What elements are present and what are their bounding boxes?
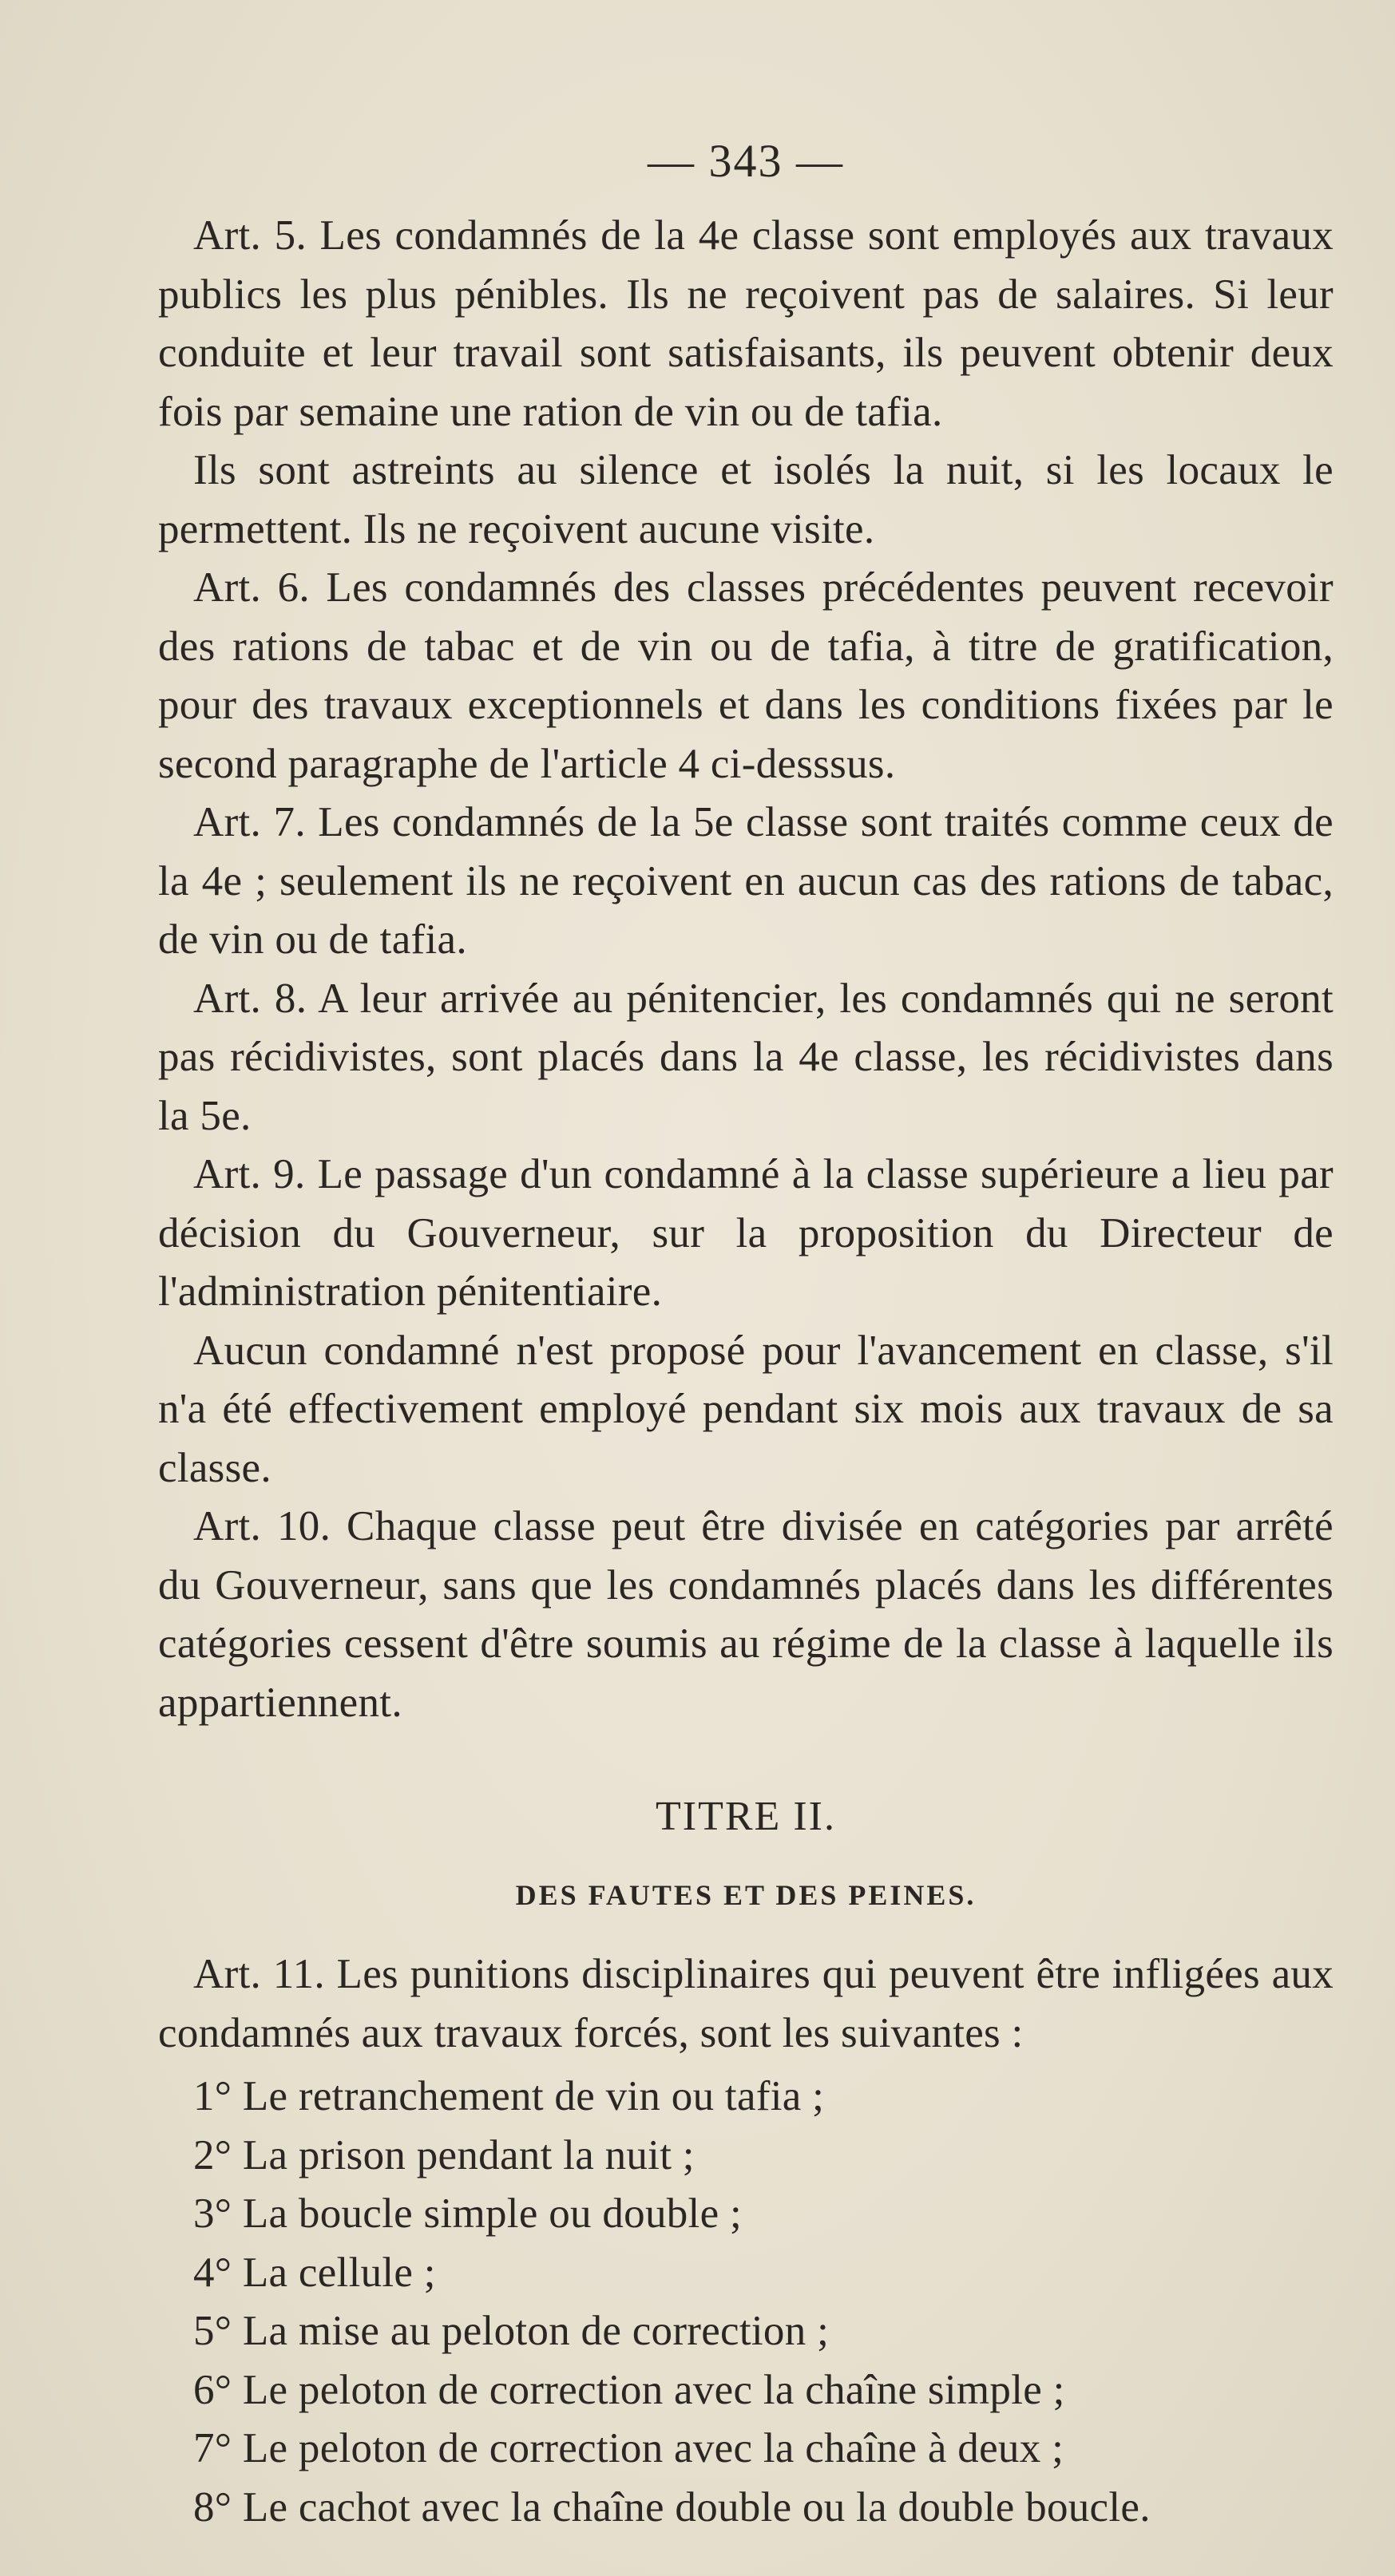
article-5: Art. 5. Les condamnés de la 4e classe sont employés aux travaux publics les plus pénibles. Ils ne reçoivent pas de salaires. Si leur conduite et leur travail sont satisfaisants, ils peuvent obtenir deux fois par semaine une ration de vin ou de tafia.: [158, 212, 1334, 435]
list-item: 1° Le retranchement de vin ou tafia ;: [193, 2073, 825, 2119]
article-7: Art. 7. Les condamnés de la 5e classe sont traités comme ceux de la 4e ; seulement ils ne reçoivent en aucun cas des rations de tabac, de vin ou de tafia.: [158, 799, 1334, 963]
page-number: — 343 —: [648, 135, 844, 187]
list-item: 4° La cellule ;: [193, 2249, 436, 2296]
list-item: 3° La boucle simple ou double ;: [193, 2190, 742, 2237]
text-column: [158, 134, 1334, 2537]
list-item: 8° Le cachot avec la chaîne double ou la double boucle.: [193, 2483, 1151, 2530]
article-5-continued: Ils sont astreints au silence et isolés la nuit, si les locaux le permettent. Ils ne reçoivent aucune visite.: [158, 447, 1334, 552]
article-9-continued: Aucun condamné n'est proposé pour l'avancement en classe, s'il n'a été effectivement employé pendant six mois aux travaux de sa classe.: [158, 1327, 1334, 1491]
article-10: Art. 10. Chaque classe peut être divisée en catégories par arrêté du Gouverneur, sans que les condamnés placés dans les différentes catégories cessent d'être soumis au régime de la classe à laquelle ils appartiennent.: [158, 1503, 1334, 1726]
list-item: 2° La prison pendant la nuit ;: [193, 2131, 695, 2178]
article-8: Art. 8. A leur arrivée au pénitencier, les condamnés qui ne seront pas récidivistes, sont placés dans la 4e classe, les récidivistes dans la 5e.: [158, 975, 1334, 1139]
section-title: TITRE II.: [656, 1794, 836, 1839]
article-9: Art. 9. Le passage d'un condamné à la classe supérieure a lieu par décision du Gouverneur, sur la proposition du Directeur de l'administration pénitentiaire.: [158, 1151, 1334, 1315]
list-item: 7° Le peloton de correction avec la chaîne à deux ;: [193, 2425, 1064, 2471]
section-subtitle: DES FAUTES ET DES PEINES.: [515, 1879, 977, 1911]
article-11: Art. 11. Les punitions disciplinaires qui peuvent être infligées aux condamnés aux travaux forcés, sont les suivantes :: [158, 1951, 1334, 2056]
list-item: 6° Le peloton de correction avec la chaîne simple ;: [193, 2366, 1065, 2413]
list-item: 5° La mise au peloton de correction ;: [193, 2308, 830, 2354]
article-6: Art. 6. Les condamnés des classes précédentes peuvent recevoir des rations de tabac et de vin ou de tafia, à titre de gratification, pour des travaux exceptionnels et dans les conditions fixées par le second paragraphe de l'article 4 ci-desssus.: [158, 564, 1334, 787]
punishment-list: [158, 2068, 1334, 2537]
